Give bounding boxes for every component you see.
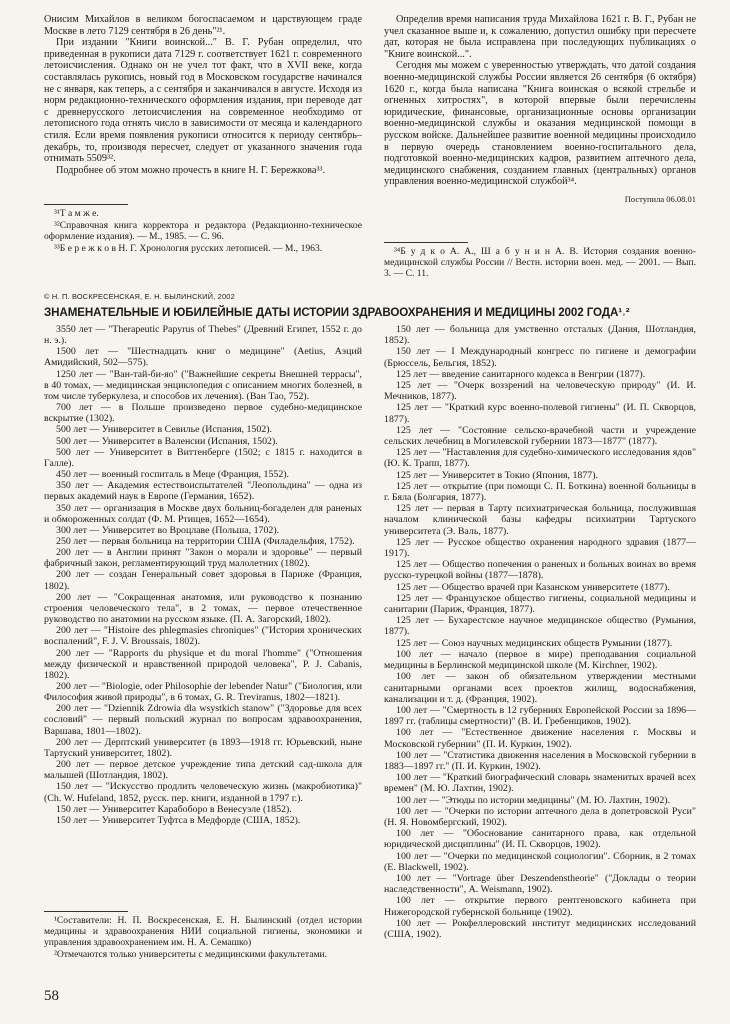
paragraph: 100 лет — "Краткий биографический словарь знаменитых врачей всех времен" (М. Ю. Лахтин, 1902). <box>384 772 696 795</box>
paragraph: 100 лет — "Очерки по медицинской социологии". Сборник, в 2 томах (E. Blackwell, 1902). <box>384 850 696 873</box>
paragraph: 350 лет — организация в Москве двух больниц-богаделен для раненых и обмороженных солдат (Ф. М. Ртищев, 1652—1654). <box>44 502 362 525</box>
paragraph: 3550 лет — "Therapeutic Papyrus of Thebes" (Древний Египет, 1552 г. до н. э.). <box>44 324 362 347</box>
paragraph: 125 лет — открытие (при помощи С. П. Боткина) военной больницы в г. Бяла (Болгария, 1877). <box>384 480 696 504</box>
paragraph: 150 лет — Университет Туфтса в Медфорде (США, 1852). <box>56 814 301 826</box>
paragraph: 125 лет — Русское общество охранения народного здравия (1877—1917). <box>384 536 696 560</box>
paragraph: 125 лет — введение санитарного кодекса в Венгрии (1877). <box>396 368 646 380</box>
paragraph: 150 лет — I Международный конгресс по гигиене и демографии (Брюссель, Бельгия, 1852). <box>384 346 696 369</box>
paragraph: 200 лет — "Biologie, oder Philosophie der lebender Natur" ("Биология, или Философия живой природы", в 6 томах, G. R. Treviranus, 1802—1821). <box>44 681 362 704</box>
paragraph: 100 лет — Рокфеллеровский институт медицинских исследований (США, 1902). <box>384 917 696 940</box>
footnotes-bottom-left <box>44 915 362 961</box>
paragraph: 100 лет — "Очерки по истории аптечного дела в допетровской Руси" (Н. Я. Новомбергский, 1902). <box>384 805 696 828</box>
paragraph: Определив время написания труда Михайлова 1621 г. В. Г., Рубан не учел сказанное выше и, к сожалению, допустил ошибку при пересчете дат, которая не была исправлена при последующих публикациях о "Книге воинской...". <box>384 14 696 60</box>
article-title: ЗНАМЕНАТЕЛЬНЫЕ И ЮБИЛЕЙНЫЕ ДАТЫ ИСТОРИИ ЗДРАВООХРАНЕНИЯ И МЕДИЦИНЫ 2002 ГОДА¹˒² <box>44 306 630 319</box>
top-left-text-column <box>44 14 362 176</box>
paragraph: 125 лет — "Очерк воззрений на человеческую природу" (И. И. Мечников, 1877). <box>384 380 696 403</box>
anniversaries-list-left <box>44 324 362 826</box>
paragraph: 450 лет — военный госпиталь в Меце (Франция, 1552). <box>56 469 290 481</box>
footnote-divider-top-left <box>44 204 128 205</box>
paragraph: ²Отмечаются только университеты с медицинскими факультетами. <box>54 949 328 960</box>
paragraph: 150 лет — больница для умственно отсталых (Дания, Шотландия, 1852). <box>384 324 696 347</box>
paragraph: 100 лет — "Смертность в 12 губерниях Европейской России за 1896—1897 гг. (таблицы смертности)" (В. И. Гребенщиков, 1902). <box>384 704 696 728</box>
paragraph: 200 лет — "Histoire des phlegmasies chroniques" ("История хронических воспалений", F. J. V. Broussais, 1802). <box>44 625 362 648</box>
paragraph: 200 лет — в Англии принят "Закон о морали и здоровье" — первый фабричный закон, регламентирующий труд малолетних (1802). <box>44 547 362 570</box>
paragraph: 150 лет — "Искусство продлить человеческую жизнь (макробиотика)" (Ch. W. Hufeland, 1852, русск. пер. книги, изданной в 1797 г.). <box>44 781 362 804</box>
paragraph: 125 лет — Общество врачей при Казанском университете (1877). <box>396 581 670 593</box>
paragraph: 350 лет — Академия естествоиспытателей "Леопольдина" — одна из первых академий наук в Европе (Германия, 1652). <box>44 480 362 503</box>
anniversaries-list-right <box>384 324 696 940</box>
paragraph: ³²Справочная книга корректора и редактора (Редакционно-техническое оформление издания). — М., 1985. — С. 96. <box>44 220 362 242</box>
paragraph: 125 лет — "Состояние сельско-врачебной части и учреждение сельских лечебниц в Могилевской губернии 1873—1877" (1877). <box>384 424 696 448</box>
paragraph: 300 лет — Университет во Вроцлаве (Польша, 1702). <box>56 524 280 536</box>
paragraph: Сегодня мы можем с уверенностью утверждать, что датой создания военно-медицинской службы России является 26 сентября (6 октября) 1620 г., когда была написана "Книга воинская о всякой стрельбе и огненных хитростях", в которой впервые были перечислены юридические, финансовые, организационные основы организации военно-медицинской службы и оказания медицинской помощи в русском войске. Дальнейшее развитие военной медицины происходило в первую очередь становлением военно-госпитального дела, подготовкой военно-медицинских кадров, развитием аптечного дела, медицинского снабжения, созданием главных (центральных) органов управления военно-медицинской службой³⁴. <box>384 60 696 188</box>
paragraph: 100 лет — "Статистика движения населения в Московской губернии в 1883—1897 гг." (П. И. Куркин, 1902). <box>384 749 696 772</box>
paragraph: ³⁴Б у д к о А. А., Ш а б у н и н А. В. История создания военно-медицинской службы России // Вестн. истории воен. мед. — 2001. — Вып. 3. — С. 11. <box>384 246 696 279</box>
paragraph: 500 лет — Университет в Валенсии (Испания, 1502). <box>56 435 278 447</box>
paragraph: 700 лет — в Польше произведено первое судебно-медицинское вскрытие (1302). <box>44 402 362 425</box>
paragraph: 500 лет — Университет в Виттенберге (1502; с 1815 г. находится в Галле). <box>44 446 362 469</box>
paragraph: 125 лет — "Краткий курс военно-полевой гигиены" (И. П. Скворцов, 1877). <box>384 402 696 425</box>
paragraph: 250 лет — первая больница на территории США (Филадельфия, 1752). <box>56 535 355 547</box>
paragraph: 125 лет — первая в Тарту психиатрическая больница, послужившая началом клинической базы кафедры психиатрии Тартуского университета (Э. Валь, 1877). <box>384 503 696 537</box>
paragraph: 100 лет — "Vortrage über Deszendenstheorie" ("Доклады о теории наследственности", A. Weismann, 1902). <box>384 872 696 896</box>
paragraph: 100 лет — "Естественное движение населения г. Москвы и Московской губернии" (П. И. Куркин, 1902). <box>384 727 696 750</box>
copyright-line: © Н. П. ВОСКРЕСЕНСКАЯ, Е. Н. БЫЛИНСКИЙ, 2002 <box>44 292 235 301</box>
paragraph: ³³Б е р е ж к о в Н. Г. Хронология русских летописей. — М., 1963. <box>54 243 323 254</box>
paragraph: 1500 лет — "Шестнадцать книг о медицине" (Aetius, Аэций Амидийский, 502—575). <box>44 346 362 369</box>
paragraph: При издании "Книги воинской..." В. Г. Рубан определил, что приведенная в рукописи дата 7129 г. соответствует 1621 г. современного летоисчисления. Однако он не учел тот факт, что в XVII веке, когда составлялась рукопись, новый год в Московском государстве начинался не с января, как теперь, а с сентября и заканчивался в августе. Исходя из норм редакционно-технического оформления издания, при переводе дат с древнерусского летоисчисления на современное необходимо от летописного года отнять число в зависимости от месяца и календарного стиля. Если время появления рукописи относится к периоду сентябрь–декабрь, то, производя пересчет, следует от указанного значения года отнимать 5509³². <box>44 37 362 165</box>
paragraph: 150 лет — Университет Карабоборо в Венесуэле (1852). <box>56 803 292 815</box>
paragraph: 100 лет — закон об обязательном утверждении местными санитарными органами всех проектов жилищ, водоснабжения, канализации и т. д. (Франция, 1902). <box>384 671 696 705</box>
paragraph: 200 лет — "Dziennik Zdrowia dla wsystkich stanow" ("Здоровье для всех сословий" — первый польский журнал по вопросам здравоохранения, Варшава, 1801—1802). <box>44 703 362 737</box>
footnote-divider-bottom-left <box>44 911 128 912</box>
paragraph: 100 лет — "Обоснование санитарного права, как отдельной юридической дисциплины" (И. П. Скворцов, 1902). <box>384 828 696 851</box>
top-right-paragraphs <box>384 14 696 188</box>
paragraph: 100 лет — "Этюды по истории медицины" (М. Ю. Лахтин, 1902). <box>396 794 671 806</box>
paragraph: 200 лет — первое детское учреждение типа детский сад-школа для малышей (Шотландия, 1802). <box>44 759 362 782</box>
paragraph: Подробнее об этом можно прочесть в книге Н. Г. Бережкова³³. <box>56 164 326 176</box>
paragraph: 125 лет — Университет в Токио (Япония, 1877). <box>396 469 598 481</box>
paragraph: 200 лет — "Сокращенная анатомия, или руководство к познанию строения человеческого тела", в 2 томах, — первое отечественное руководство по анатомии на русском языке. (П. А. Загорский, 1802). <box>44 591 362 626</box>
paragraph: 100 лет — открытие первого рентгеновского кабинета при Нижегородской губернской больнице (1902). <box>384 895 696 918</box>
footnote-divider-top-right <box>384 242 468 243</box>
paragraph: 125 лет — Бухарестское научное медицинское общество (Румыния, 1877). <box>384 615 696 638</box>
paragraph: ¹Составители: Н. П. Воскресенская, Е. Н. Былинский (отдел истории медицины и здравоохранения НИИ социальной гигиены, экономики и управления здравоохранением им. Н. А. Семашко) <box>44 915 362 948</box>
paragraph: 125 лет — "Наставления для судебно-химического исследования ядов" (Ю. К. Трапп, 1877). <box>384 447 696 470</box>
paragraph: Онисим Михайлов в великом богоспасаемом и царствующем граде Москве в лето 7129 сентября в 26 день"²¹. <box>44 14 362 37</box>
paragraph: 1250 лет — "Ван-тай-би-яо" ("Важнейшие секреты Внешней террасы", в 40 томах, — медицинская энциклопедия с описанием многих болезней, в том числе туберкулеза, и способов их лечения). (Ван Тао, 752). <box>44 368 362 402</box>
footnotes-top-right <box>384 246 696 280</box>
page-number: 58 <box>44 988 59 1004</box>
paragraph: 200 лет — "Rapports du physique et du moral l'homme" ("Отношения между физической и нравственной природой человека", P. J. Cabanis, 1802). <box>44 647 362 681</box>
top-right-text-column <box>384 14 696 206</box>
footnotes-top-left <box>44 208 362 255</box>
paragraph: 500 лет — Университет в Севилье (Испания, 1502). <box>56 424 272 436</box>
received-date-note: Поступила 06.08.01 <box>624 193 696 204</box>
paragraph: 100 лет — начало (первое в мире) преподавания социальной медицины в Берлинской медицинской школе (M. Kirchner, 1902). <box>384 648 696 672</box>
paragraph: 200 лет — Дерптский университет (в 1893—1918 гг. Юрьевский, ныне Тартуский университет, 1802). <box>44 736 362 759</box>
paragraph: 125 лет — Союз научных медицинских обществ Румынии (1877). <box>396 637 673 649</box>
paragraph: 125 лет — Общество попечения о раненых и больных воинах во время русско-турецкой войны (1877—1878). <box>384 559 696 582</box>
paragraph: 200 лет — создан Генеральный совет здоровья в Париже (Франция, 1802). <box>44 569 362 592</box>
paragraph: 125 лет — Французское общество гигиены, социальной медицины и санитарии (Париж, Франция, 1877). <box>384 592 696 616</box>
paragraph: ³¹Т а м ж е. <box>54 208 99 219</box>
